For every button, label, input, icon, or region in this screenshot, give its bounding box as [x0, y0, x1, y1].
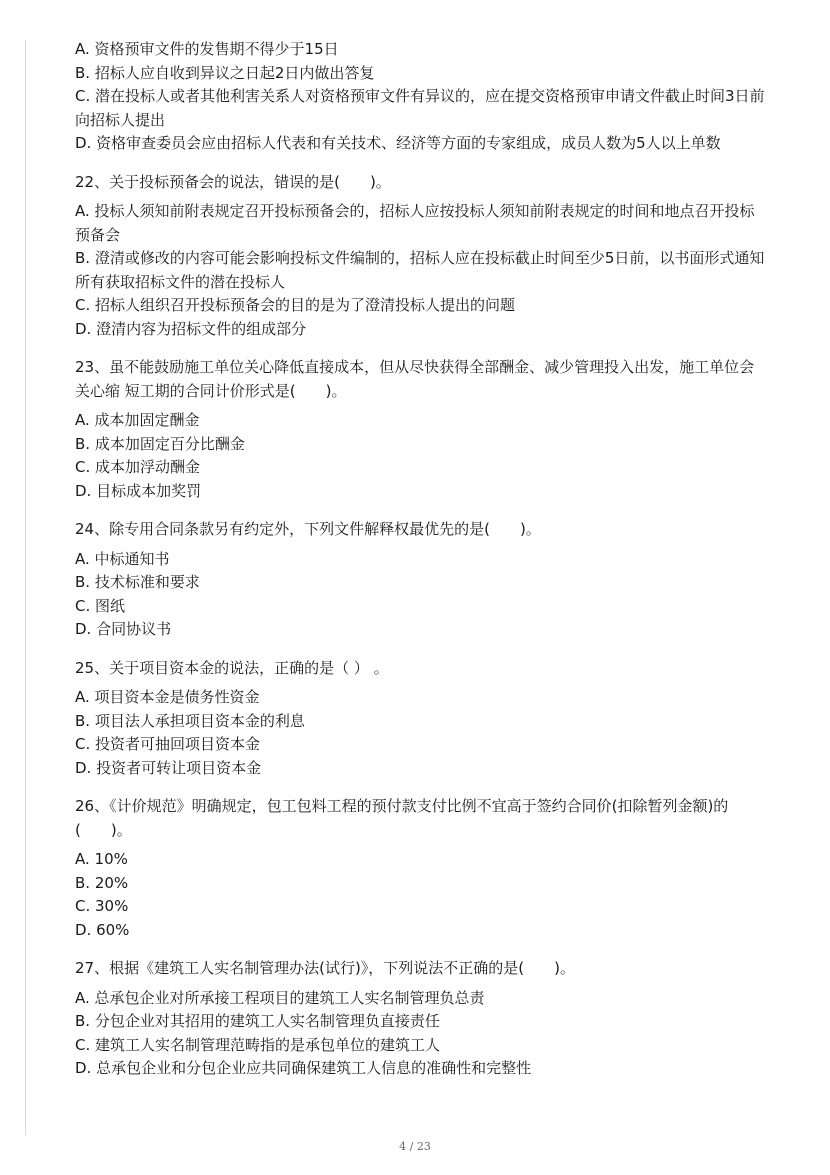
document-content: [75, 38, 765, 1096]
option-c: C. 招标人组织召开投标预备会的目的是为了澄清投标人提出的问题: [75, 296, 516, 314]
left-margin-rule: [25, 40, 26, 1135]
option-b: B. 招标人应自收到异议之日起2日内做出答复: [75, 63, 375, 82]
option-b: B. 技术标准和要求: [75, 573, 200, 591]
question-27: [75, 957, 765, 1081]
option-b: B. 20%: [75, 873, 129, 892]
option-a: A. 项目资本金是债务性资金: [75, 688, 260, 706]
prev-question-options: [75, 38, 765, 156]
question-stem: 26、《计价规范》明确规定，包工包料工程的预付款支付比例不宜高于签约合同价(扣除暂列金额)的( )。: [75, 797, 729, 839]
option-c: C. 潜在投标人或者其他利害关系人对资格预审文件有异议的，应在提交资格预审申请文件截止时间3日前向招标人提出: [75, 87, 765, 129]
option-d: D. 合同协议书: [75, 620, 172, 638]
option-b: B. 澄清或修改的内容可能会影响投标文件编制的，招标人应在投标截止时间至少5日前，以书面形式通知所有获取招标文件的潜在投标人: [75, 249, 765, 291]
option-c: C. 投资者可抽回项目资本金: [75, 735, 261, 753]
option-c: C. 30%: [75, 897, 129, 915]
option-c: C. 图纸: [75, 596, 126, 615]
option-a: A. 总承包企业对所承接工程项目的建筑工人实名制管理负总责: [75, 988, 485, 1007]
option-d: D. 总承包企业和分包企业应共同确保建筑工人信息的准确性和完整性: [75, 1059, 532, 1077]
option-b: B. 成本加固定百分比酬金: [75, 434, 245, 453]
option-a: A. 中标通知书: [75, 549, 170, 568]
page-number: 4 / 23: [399, 1140, 431, 1153]
option-a: A. 投标人须知前附表规定召开投标预备会的，招标人应按投标人须知前附表规定的时间和地点召开投标预备会: [75, 202, 755, 244]
question-26: [75, 795, 765, 942]
option-d: D. 资格审查委员会应由招标人代表和有关技术、经济等方面的专家组成，成员人数为5人以上单数: [75, 134, 721, 152]
question-stem: 25、关于项目资本金的说法，正确的是（ ） 。: [75, 658, 389, 677]
option-d: D. 目标成本加奖罚: [75, 481, 202, 500]
question-24: [75, 518, 765, 642]
question-25: [75, 657, 765, 781]
option-c: C. 建筑工人实名制管理范畴指的是承包单位的建筑工人: [75, 1035, 441, 1054]
question-stem: 22、关于投标预备会的说法，错误的是( )。: [75, 172, 391, 191]
option-b: B. 分包企业对其招用的建筑工人实名制管理负直接责任: [75, 1012, 440, 1030]
option-a: A. 资格预审文件的发售期不得少于15日: [75, 40, 339, 58]
option-a: A. 成本加固定酬金: [75, 411, 200, 429]
question-23: [75, 356, 765, 503]
question-stem: 23、虽不能鼓励施工单位关心降低直接成本，但从尽快获得全部酬金、减少管理投入出发，施工单位会关心缩 短工期的合同计价形式是( )。: [75, 358, 755, 400]
option-a: A. 10%: [75, 850, 128, 868]
option-d: D. 60%: [75, 920, 130, 939]
option-d: D. 澄清内容为招标文件的组成部分: [75, 319, 307, 338]
option-d: D. 投资者可转让项目资本金: [75, 758, 262, 777]
question-stem: 27、根据《建筑工人实名制管理办法(试行)》，下列说法不正确的是( )。: [75, 959, 575, 977]
question-stem: 24、除专用合同条款另有约定外，下列文件解释权最优先的是( )。: [75, 520, 541, 538]
option-b: B. 项目法人承担项目资本金的利息: [75, 711, 305, 730]
question-22: [75, 171, 765, 342]
option-c: C. 成本加浮动酬金: [75, 458, 201, 476]
